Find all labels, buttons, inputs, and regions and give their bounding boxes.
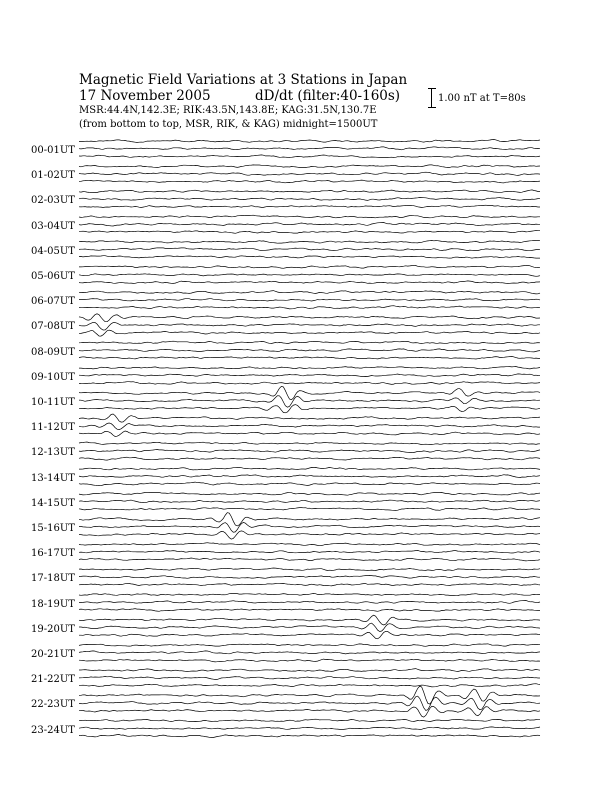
trace-msr (79, 155, 540, 158)
hour-label: 05-06UT (31, 271, 75, 282)
trace-msr (79, 205, 540, 207)
station-coordinates: MSR:44.4N,142.3E; RIK:43.5N,143.8E; KAG:31.5N,130.7E (79, 105, 377, 116)
trace-msr (79, 256, 540, 258)
trace-kag (79, 686, 540, 704)
trace-rik (79, 147, 540, 150)
hour-label: 07-08UT (31, 321, 75, 333)
trace-msr (79, 306, 540, 309)
hour-label: 21-22UT (31, 674, 75, 686)
trace-msr (79, 583, 540, 586)
trace-msr (79, 558, 540, 561)
trace-kag (79, 215, 540, 218)
trace-rik (79, 522, 540, 532)
trace-kag (79, 314, 540, 322)
trace-rik (79, 423, 540, 430)
trace-kag (79, 615, 540, 625)
trace-rik (79, 727, 540, 730)
trace-msr (79, 482, 540, 486)
hour-label: 06-07UT (31, 296, 75, 308)
chart-component: dD/dt (filter:40-160s) (255, 88, 401, 104)
trace-rik (79, 299, 540, 301)
hour-label: 03-04UT (31, 220, 75, 232)
hour-label: 16-17UT (31, 548, 75, 560)
hour-label: 22-23UT (31, 699, 75, 711)
trace-msr (79, 431, 540, 437)
trace-msr (79, 330, 540, 336)
hour-label: 15-16UT (31, 523, 75, 534)
trace-rik (79, 601, 540, 604)
hour-label: 14-15UT (31, 497, 75, 509)
trace-msr (79, 735, 540, 738)
trace-msr (79, 659, 540, 662)
trace-msr (79, 631, 540, 639)
trace-kag (79, 341, 540, 344)
trace-kag (79, 513, 540, 526)
trace-kag (79, 442, 540, 445)
hour-label: 18-19UT (31, 598, 75, 610)
trace-msr (79, 281, 540, 284)
hour-label: 11-12UT (31, 422, 75, 434)
trace-msr (79, 609, 540, 612)
trace-kag (79, 568, 540, 571)
trace-rik (79, 396, 540, 408)
trace-rik (79, 223, 540, 227)
trace-kag (79, 386, 540, 399)
hour-label: 09-10UT (31, 371, 75, 383)
trace-rik (79, 172, 540, 175)
trace-msr (79, 356, 540, 359)
trace-kag (79, 492, 540, 495)
trace-rik (79, 651, 540, 654)
chart-date: 17 November 2005 (79, 88, 211, 104)
trace-kag (79, 240, 540, 243)
trace-msr (79, 508, 540, 511)
hour-label: 12-13UT (31, 447, 75, 459)
trace-rik (79, 575, 540, 578)
trace-rik (79, 248, 540, 251)
trace-rik (79, 322, 540, 330)
hour-label: 23-24UT (31, 724, 75, 736)
trace-rik (79, 475, 540, 478)
trace-rik (79, 696, 540, 710)
trace-kag (79, 467, 540, 470)
hour-label: 17-18UT (31, 573, 75, 585)
trace-msr (79, 684, 540, 687)
trace-kag (79, 165, 540, 168)
hour-label: 13-14UT (31, 472, 75, 484)
trace-kag (79, 265, 540, 268)
scale-label: 1.00 nT at T=80s (438, 93, 526, 104)
trace-kag (79, 644, 540, 647)
trace-kag (79, 190, 540, 193)
trace-rik (79, 623, 540, 631)
trace-rik (79, 374, 540, 377)
trace-msr (79, 180, 540, 183)
trace-rik (79, 274, 540, 277)
hour-label: 04-05UT (31, 245, 75, 257)
trace-kag (79, 291, 540, 294)
trace-rik (79, 198, 540, 201)
trace-rik (79, 349, 540, 352)
station-order-note: (from bottom to top, MSR, RIK, & KAG) midnight=1500UT (79, 119, 378, 130)
trace-kag (79, 593, 540, 595)
hour-label: 02-03UT (31, 195, 75, 207)
trace-kag (79, 414, 540, 422)
trace-msr (79, 230, 540, 233)
trace-kag (79, 669, 540, 672)
trace-rik (79, 450, 540, 453)
trace-kag (79, 719, 540, 721)
trace-rik (79, 550, 540, 553)
hour-label: 20-21UT (31, 649, 75, 660)
trace-msr (79, 382, 540, 385)
trace-msr (79, 457, 540, 460)
trace-rik (79, 500, 540, 503)
trace-msr (79, 405, 540, 413)
hour-label: 10-11UT (31, 397, 75, 408)
hour-label: 19-20UT (31, 623, 75, 635)
trace-rik (79, 677, 540, 680)
trace-msr (79, 706, 540, 717)
trace-kag (79, 543, 540, 546)
trace-msr (79, 531, 540, 539)
hour-label: 01-02UT (31, 170, 75, 182)
hour-label: 00-01UT (31, 145, 75, 156)
hour-label: 08-09UT (31, 346, 75, 358)
chart-title: Magnetic Field Variations at 3 Stations in Japan (79, 72, 408, 88)
trace-kag (79, 367, 540, 369)
trace-kag (79, 139, 540, 142)
